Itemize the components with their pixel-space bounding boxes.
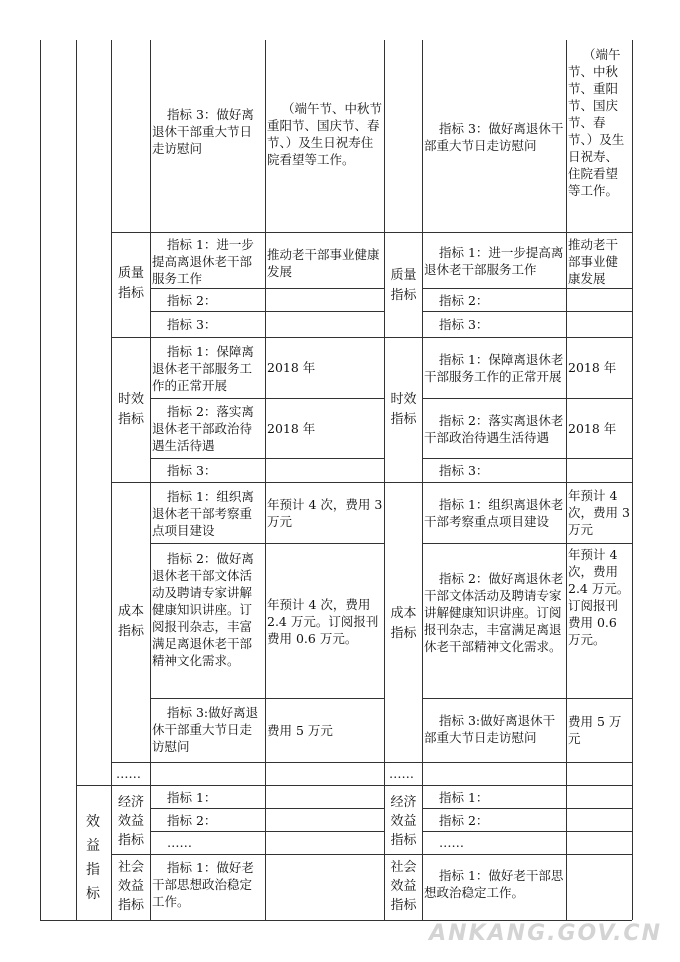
grid-line	[566, 40, 567, 920]
indicator-name: 指标 3：做好离退休干部重大节日走访慰问	[424, 121, 564, 153]
grid-line	[422, 543, 632, 544]
indicator-value: 推动老干部事业健康发展	[267, 247, 380, 279]
indicator-name: 指标 1：	[167, 790, 217, 805]
category-label-time: 时效指标	[390, 392, 417, 427]
grid-line	[76, 40, 77, 920]
indicator-name: 指标 3:做好离退休干部重大节日走访慰问	[152, 705, 259, 754]
indicator-value: 年预计 4 次，费用 3 万元	[267, 497, 383, 529]
indicator-value: （端午节、中秋节重阳节、国庆节、春节、）及生日祝寿住院看望等工作。	[267, 101, 383, 167]
category-label-economic: 经济效益指标	[117, 795, 144, 848]
grid-line	[422, 831, 632, 832]
grid-line	[76, 785, 632, 786]
grid-line	[150, 543, 384, 544]
indicator-value: （端午节、中秋节、重阳节、国庆节、春节、）及生日祝寿、住院看望等工作。	[568, 47, 625, 198]
indicator-name: 指标 2：	[167, 813, 217, 828]
grid-line	[111, 232, 632, 233]
grid-line	[150, 288, 265, 289]
indicator-name: 指标 2：落实离退休老干部政治待遇生活待遇	[152, 404, 254, 453]
indicator-value: 年预计 4 次，费用 2.4 万元。订阅报刊费用 0.6 万元。	[267, 597, 379, 646]
grid-line	[384, 40, 385, 920]
indicator-name: 指标 1：进一步提高离退休老干部服务工作	[424, 245, 564, 277]
category-label-cost: 成本指标	[390, 606, 417, 641]
indicator-value: 年预计 4 次，费用 3 万元	[568, 488, 630, 537]
grid-line	[422, 40, 423, 920]
grid-line	[265, 288, 384, 289]
grid-line	[422, 698, 632, 699]
indicator-value: 年预计 4 次，费用 2.4 万元。订阅报刊费用 0.6 万元。	[568, 547, 630, 647]
indicator-name: 指标 2：	[439, 293, 489, 308]
indicator-name: 指标 3：做好离退休干部重大节日走访慰问	[152, 107, 254, 156]
grid-line	[265, 40, 266, 920]
indicator-name: 指标 3：	[439, 463, 489, 478]
indicator-value: 2018 年	[267, 421, 316, 436]
indicator-value: 2018 年	[267, 360, 316, 375]
indicator-name: 指标 1：进一步提高离退休老干部服务工作	[152, 237, 254, 286]
grid-line	[111, 854, 632, 855]
grid-line	[150, 311, 384, 312]
indicator-name: 指标 3：	[167, 317, 217, 332]
ellipsis: ……	[116, 766, 141, 781]
grid-line	[111, 40, 112, 920]
grid-line	[111, 762, 632, 763]
indicator-name: 指标 3:做好离退休干部重大节日走访慰问	[424, 713, 556, 745]
indicator-name: ……	[167, 835, 192, 850]
indicator-name: 指标 1：保障离退休老干部服务工作的正常开展	[152, 344, 254, 393]
indicator-value: 费用 5 万元	[568, 714, 622, 746]
category-label-quality: 质量指标	[117, 266, 144, 301]
indicator-name: 指标 2：落实离退休老干部政治待遇生活待遇	[424, 413, 564, 445]
grid-line	[422, 458, 632, 459]
category-label-quality: 质量指标	[390, 268, 417, 303]
indicator-name: 指标 3：	[439, 317, 489, 332]
indicator-name: 指标 1：做好老干部思想政治稳定工作。	[152, 860, 254, 909]
grid-line	[111, 337, 632, 338]
indicator-name: 指标 2：	[439, 813, 489, 828]
table-border-left	[40, 40, 41, 920]
indicator-name: ……	[439, 835, 464, 850]
category-label-benefit: 效益指标	[86, 814, 100, 902]
category-label-economic: 经济效益指标	[390, 795, 417, 848]
indicator-value: 推动老干部事业健康发展	[568, 237, 619, 286]
table-border-right	[632, 40, 633, 920]
indicator-value: 2018 年	[568, 421, 617, 436]
indicator-name: 指标 2：	[167, 293, 217, 308]
grid-line	[150, 458, 384, 459]
indicator-name: 指标 1：组织离退休老干部考察重点项目建设	[152, 489, 254, 538]
indicator-name: 指标 1：做好老干部思想政治稳定工作。	[424, 868, 564, 900]
grid-line	[150, 398, 384, 399]
grid-line	[422, 311, 632, 312]
indicator-name: 指标 3：	[167, 463, 217, 478]
category-label-social: 社会效益指标	[390, 860, 417, 913]
grid-line	[422, 398, 632, 399]
category-label-time: 时效指标	[117, 392, 144, 427]
grid-line	[150, 698, 384, 699]
indicator-value: 2018 年	[568, 360, 617, 375]
indicator-name: 指标 2：做好离退休老干部文体活动及聘请专家讲解健康知识讲座。订阅报刊杂志，丰富满足离退休老干部精神文化需求。	[424, 571, 564, 654]
indicator-name: 指标 1：保障离退休老干部服务工作的正常开展	[424, 352, 564, 384]
grid-line	[150, 831, 384, 832]
indicator-name: 指标 1：组织离退休老干部考察重点项目建设	[424, 497, 564, 529]
grid-line	[422, 288, 632, 289]
grid-line	[150, 808, 384, 809]
indicator-name: 指标 1：	[439, 790, 489, 805]
indicator-value: 费用 5 万元	[267, 723, 333, 738]
indicator-name: 指标 2：做好离退休老干部文体活动及聘请专家讲解健康知识讲座。订阅报刊杂志，丰富满足离退休老干部精神文化需求。	[152, 551, 254, 668]
category-label-cost: 成本指标	[117, 604, 144, 639]
grid-line	[422, 808, 632, 809]
category-label-social: 社会效益指标	[117, 860, 144, 913]
grid-line	[150, 40, 151, 920]
site-watermark: ANKANG.GOV.CN	[429, 921, 662, 946]
ellipsis: ……	[389, 766, 414, 781]
grid-line	[111, 482, 632, 483]
